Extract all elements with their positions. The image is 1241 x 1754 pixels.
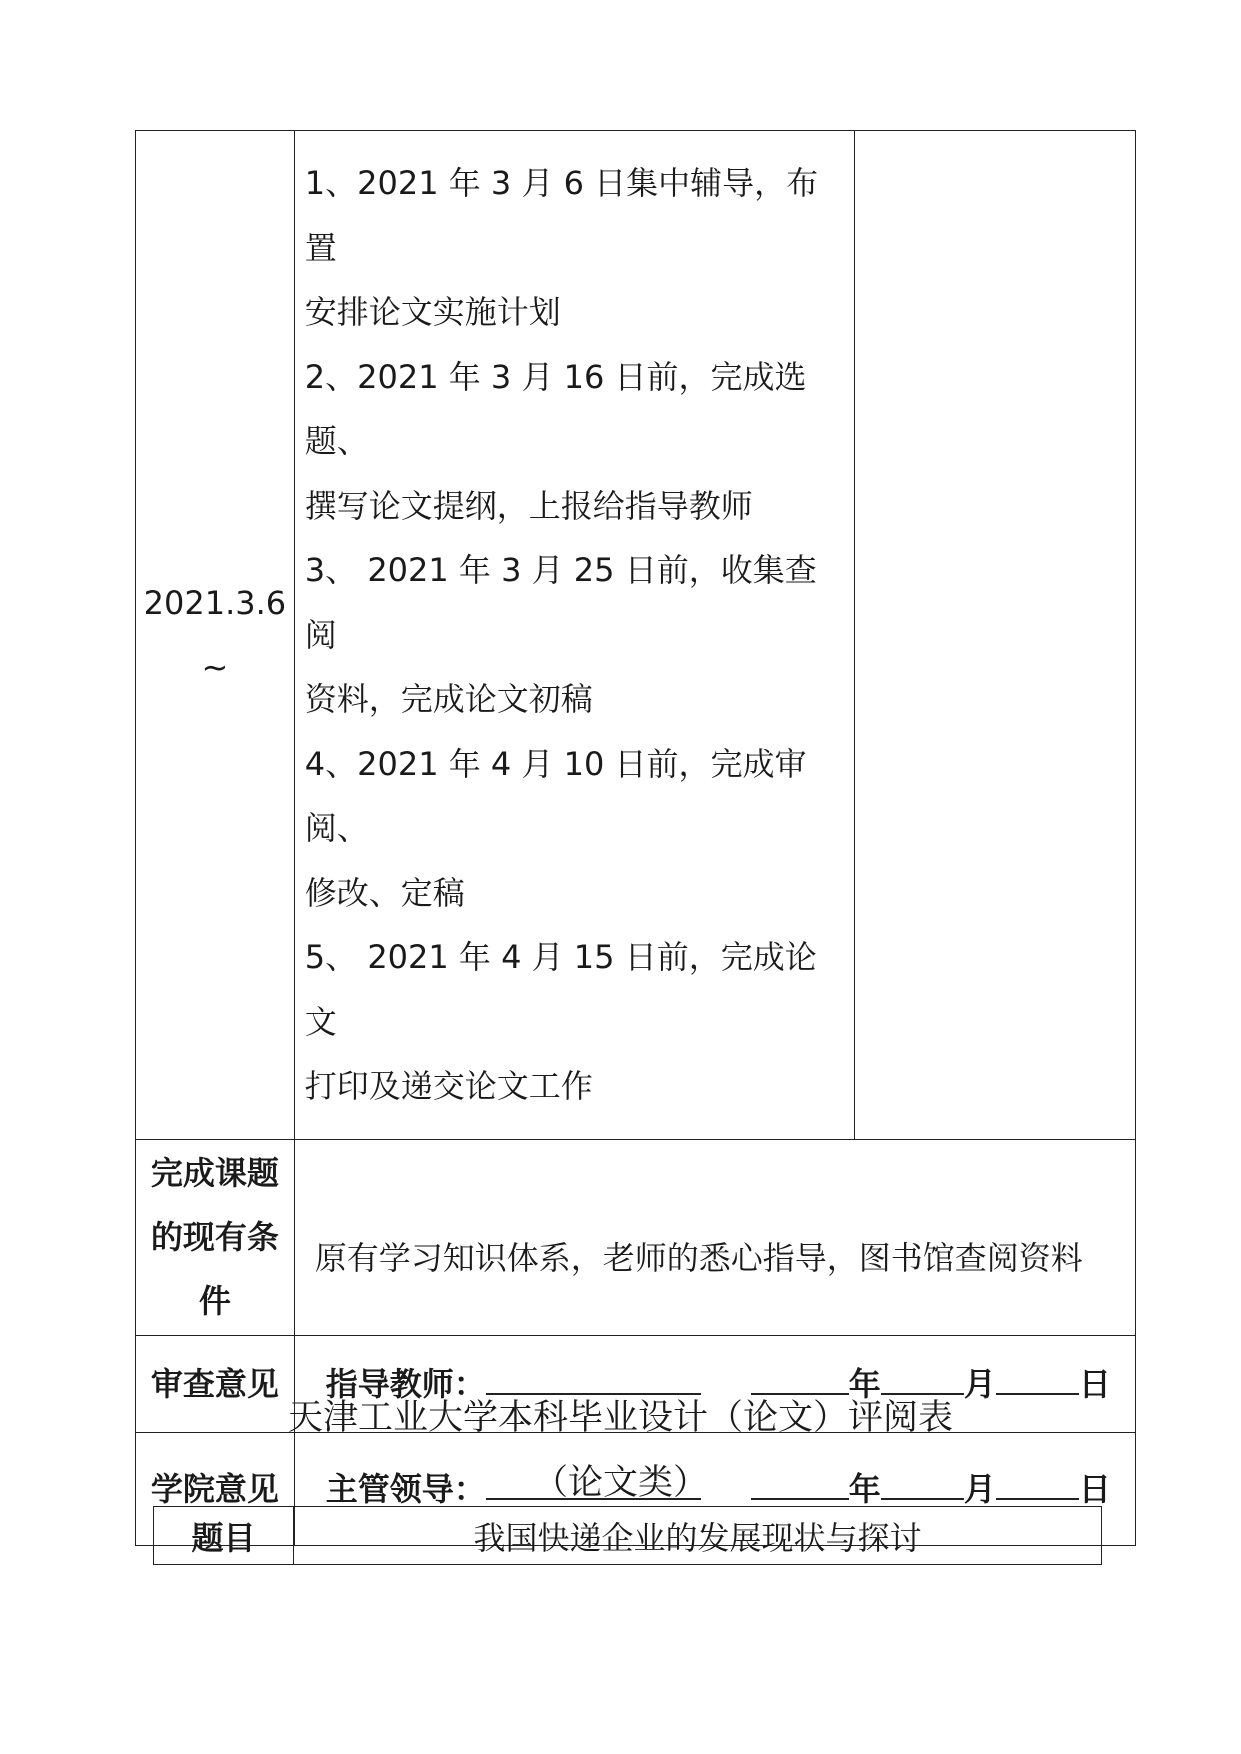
plan-line: 1、2021 年 3 月 6 日集中辅导，布置 (304, 164, 819, 267)
plan-line: 资料，完成论文初稿 (304, 680, 593, 718)
date-start: 2021.3.6 (143, 583, 287, 622)
plan-table (135, 130, 1136, 1546)
plan-line: 2、2021 年 3 月 16 日前，完成选题、 (304, 357, 807, 460)
signer-label: 主管领导： (325, 1469, 486, 1508)
date-cell (136, 131, 295, 1140)
date-tilde: ~ (201, 647, 229, 686)
plan-cell (294, 131, 854, 1140)
plan-line: 撰写论文提纲，上报给指导教师 (304, 486, 753, 525)
college-sign-row: 主管领导： 年 月 日 (294, 1432, 1135, 1545)
topic-value: 我国快递企业的发展现状与探讨 (294, 1507, 1102, 1565)
plan-line: 4、2021 年 4 月 10 日前，完成审阅、 (304, 744, 807, 847)
plan-line: 打印及递交论文工作 (304, 1067, 593, 1105)
plan-line: 安排论文实施计划 (304, 293, 561, 331)
conditions-text: 原有学习知识体系，老师的悉心指导，图书馆查阅资料 (294, 1139, 1135, 1335)
review-form-table (153, 1506, 1102, 1565)
topic-label: 题目 (154, 1507, 294, 1565)
plan-line: 5、 2021 年 4 月 15 日前，完成论文 (304, 938, 817, 1041)
review-label: 审查意见 (136, 1335, 295, 1432)
plan-line: 3、 2021 年 3 月 25 日前，收集查阅 (304, 551, 817, 654)
conditions-label: 完成课题 的现有条 件 (136, 1139, 295, 1335)
review-sign-row: 指导教师： 年 月 日 (294, 1335, 1135, 1432)
college-label: 学院意见 (136, 1432, 295, 1545)
signer-label: 指导教师： (325, 1364, 486, 1403)
form-subtitle: （论文类） (532, 1463, 708, 1503)
form-title: 天津工业大学本科毕业设计（论文）评阅表 (287, 1398, 953, 1438)
plan-line: 修改、定稿 (304, 873, 465, 912)
notes-cell (854, 131, 1135, 1140)
